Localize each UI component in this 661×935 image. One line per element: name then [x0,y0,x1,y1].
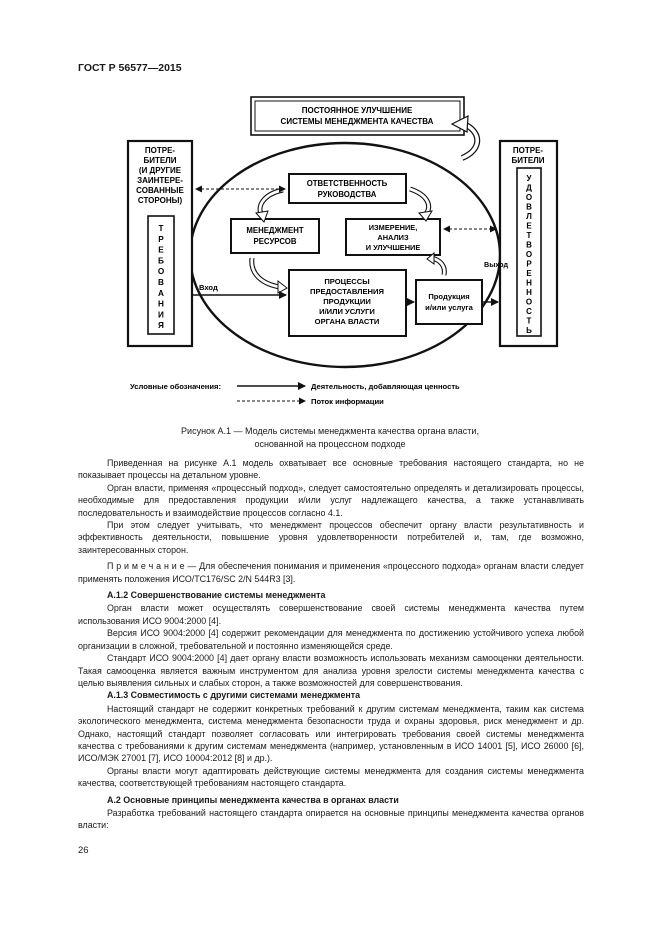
quality-model-diagram [0,0,661,420]
paragraph: Стандарт ИСО 9004:2000 [4] дает органу власти возможность использовать механизм самооценки деятельности. Такая самооценка является важным инструментом для анализа уровня зрелости системы менеджмента качества с целью выявления сильных и слабых сторон, а также возможностей для совершенствования. [78,653,584,688]
vertical-letter: Д [526,183,532,193]
resource-management-box [231,219,319,253]
vertical-letter: В [158,278,164,287]
vertical-letter: Е [526,269,532,278]
vertical-letter: Н [526,288,532,297]
responsibility-line: ОТВЕТСТВЕННОСТЬ [306,179,388,188]
vertical-letter: С [526,307,532,316]
page-number: 26 [78,845,89,856]
legend-title: Условные обозначения: [130,382,222,391]
paragraph: Орган власти может осуществлять совершенствование своей системы менеджмента качества путем использования ИСО 9004:2000 [4]. [78,603,584,626]
vertical-letter: О [157,267,165,277]
note-paragraph [78,560,584,585]
improvement-line-2: СИСТЕМЫ МЕНЕДЖМЕНТА КАЧЕСТВА [280,117,434,126]
measurement-line: АНАЛИЗ [377,233,409,242]
input-label: Вход [199,283,218,292]
diagram-legend [130,382,460,406]
vertical-letter: О [525,250,533,259]
caption-line-1: Рисунок А.1 — Модель системы менеджмента качества органа власти, [181,426,479,436]
vertical-letter: Е [158,245,164,255]
measurement-line: ИЗМЕРЕНИЕ, [368,223,418,232]
section-heading-a2: А.2 Основные принципы менеджмента качества в органах власти [107,794,399,805]
paragraph: Орган власти, применяя «процессный подход», следует самостоятельно определять и детализировать процессы, необходимые для предоставления продукции и/или услуг надлежащего качества, а также устанавливать последовательность и взаимодействие процессов согласно 4.1. [78,482,584,518]
product-line: Продукция [428,292,470,301]
vertical-letter: В [526,240,532,250]
body-text [78,457,584,832]
left-title-line: СОВАННЫЕ [136,186,184,195]
vertical-letter: Н [526,278,532,288]
measurement-line: И УЛУЧШЕНИЕ [365,243,421,252]
process-line: ПРОЦЕССЫ [324,277,370,286]
paragraph: Версия ИСО 9004:2000 [4] содержит рекомендации для менеджмента по достижению устойчивого успеха любой организации в сложной, требовательной и постоянно изменяющейся среде. [78,628,584,651]
right-title-line: ПОТРЕ- [512,146,544,155]
caption-line-2: основанной на процессном подходе [254,439,406,449]
vertical-letter: В [526,202,532,212]
left-title-line: ПОТРЕ- [144,146,176,155]
responsibility-line: РУКОВОДСТВА [317,190,377,199]
vertical-letter: У [526,174,532,183]
output-label: Выход [484,260,509,269]
note-text: — Для обеспечения понимания и применения «процессного подхода» органам власти следует применять положения ИСО/TC176/SC 2/N 544R3 [3]. [78,561,584,584]
vertical-letter: Р [526,259,532,269]
left-customers-column [128,141,192,346]
paragraph: Приведенная на рисунке А.1 модель охватывает все основные требования настоящего стандарта, но не показывает процессы на детальном уровне. [78,458,584,481]
vertical-letter: Р [158,234,164,244]
section-heading-a13: А.1.3 Совместимость с другими системами менеджмента [107,690,361,701]
note-label: П р и м е ч а н и е [107,561,185,572]
paragraph: Настоящий стандарт не содержит конкретных требований к другим системам менеджмента, таким как система экологического менеджмента, система менеджмента безопасности труда и охраны здоровья, риск менеджмент и др. Однако, настоящий стандарт позволяет согласовать или интегрировать требования своей системы менеджмента качества с требованиями к другим системам менеджмента (например, установленным в ИСО 14001 [5], ИСО 26000 [6], ИСО/МЭК 27001 [7], ИСО 10004:2012 [8] и др.). [78,703,584,764]
vertical-letter: А [158,288,164,298]
section-heading-a12: А.1.2 Совершенствование системы менеджмента [107,590,326,601]
resource-line: МЕНЕДЖМЕНТ [246,226,304,235]
left-title-line: (И ДРУГИЕ [138,166,182,175]
vertical-letter: Т [526,231,532,240]
vertical-letter: Т [158,224,164,233]
vertical-letter: И [158,310,164,320]
vertical-letter: Н [158,299,164,309]
product-service-box [416,280,482,324]
product-line: и/или услуга [425,303,473,312]
paragraph: При этом следует учитывать, что менеджмент процессов обеспечит органу власти результативность и эффективность деятельности, повышение уровня удовлетворенности потребителей и, там, где возможно, заинтересованных сторон. [78,520,584,555]
vertical-letter: О [525,297,533,307]
continuous-improvement-box [251,97,464,135]
left-title-line: ЗАИНТЕРЕ- [137,176,183,185]
vertical-letter: Т [526,316,532,326]
vertical-letter: Б [158,256,164,266]
right-customers-column [500,141,557,346]
document-header: ГОСТ Р 56577—2015 [78,62,182,74]
resource-line: РЕСУРСОВ [253,237,297,246]
service-processes-box [289,270,406,336]
process-line: ОРГАНА ВЛАСТИ [314,317,380,326]
vertical-letter: О [525,193,533,202]
legend-value-flow-label: Деятельность, добавляющая ценность [311,382,460,391]
left-title-line: СТОРОНЫ) [137,196,183,205]
process-line: ПРОДУКЦИИ [323,297,371,306]
vertical-letter: Е [526,221,532,231]
figure-caption [80,425,580,451]
management-responsibility-box [289,174,406,203]
process-line: ПРЕДОСТАВЛЕНИЯ [310,287,384,296]
vertical-letter: Ь [526,326,532,335]
vertical-letter: Л [526,212,532,221]
vertical-letter: Я [158,321,164,331]
satisfaction-vertical-text [526,174,533,335]
left-title-line: БИТЕЛИ [143,156,177,165]
improvement-line-1: ПОСТОЯННОЕ УЛУЧШЕНИЕ [301,106,413,115]
paragraph: Разработка требований настоящего стандарта опирается на основные принципы менеджмента качества органов власти: [78,807,584,831]
process-line: И/ИЛИ УСЛУГИ [319,307,375,316]
measurement-analysis-box [346,219,440,255]
paragraph: Органы власти могут адаптировать действующие системы менеджмента для создания системы менеджмента качества, соответствующей требованиям настоящего стандарта. [78,765,584,789]
legend-info-flow-label: Поток информации [311,397,384,406]
right-title-line: БИТЕЛИ [511,156,545,165]
